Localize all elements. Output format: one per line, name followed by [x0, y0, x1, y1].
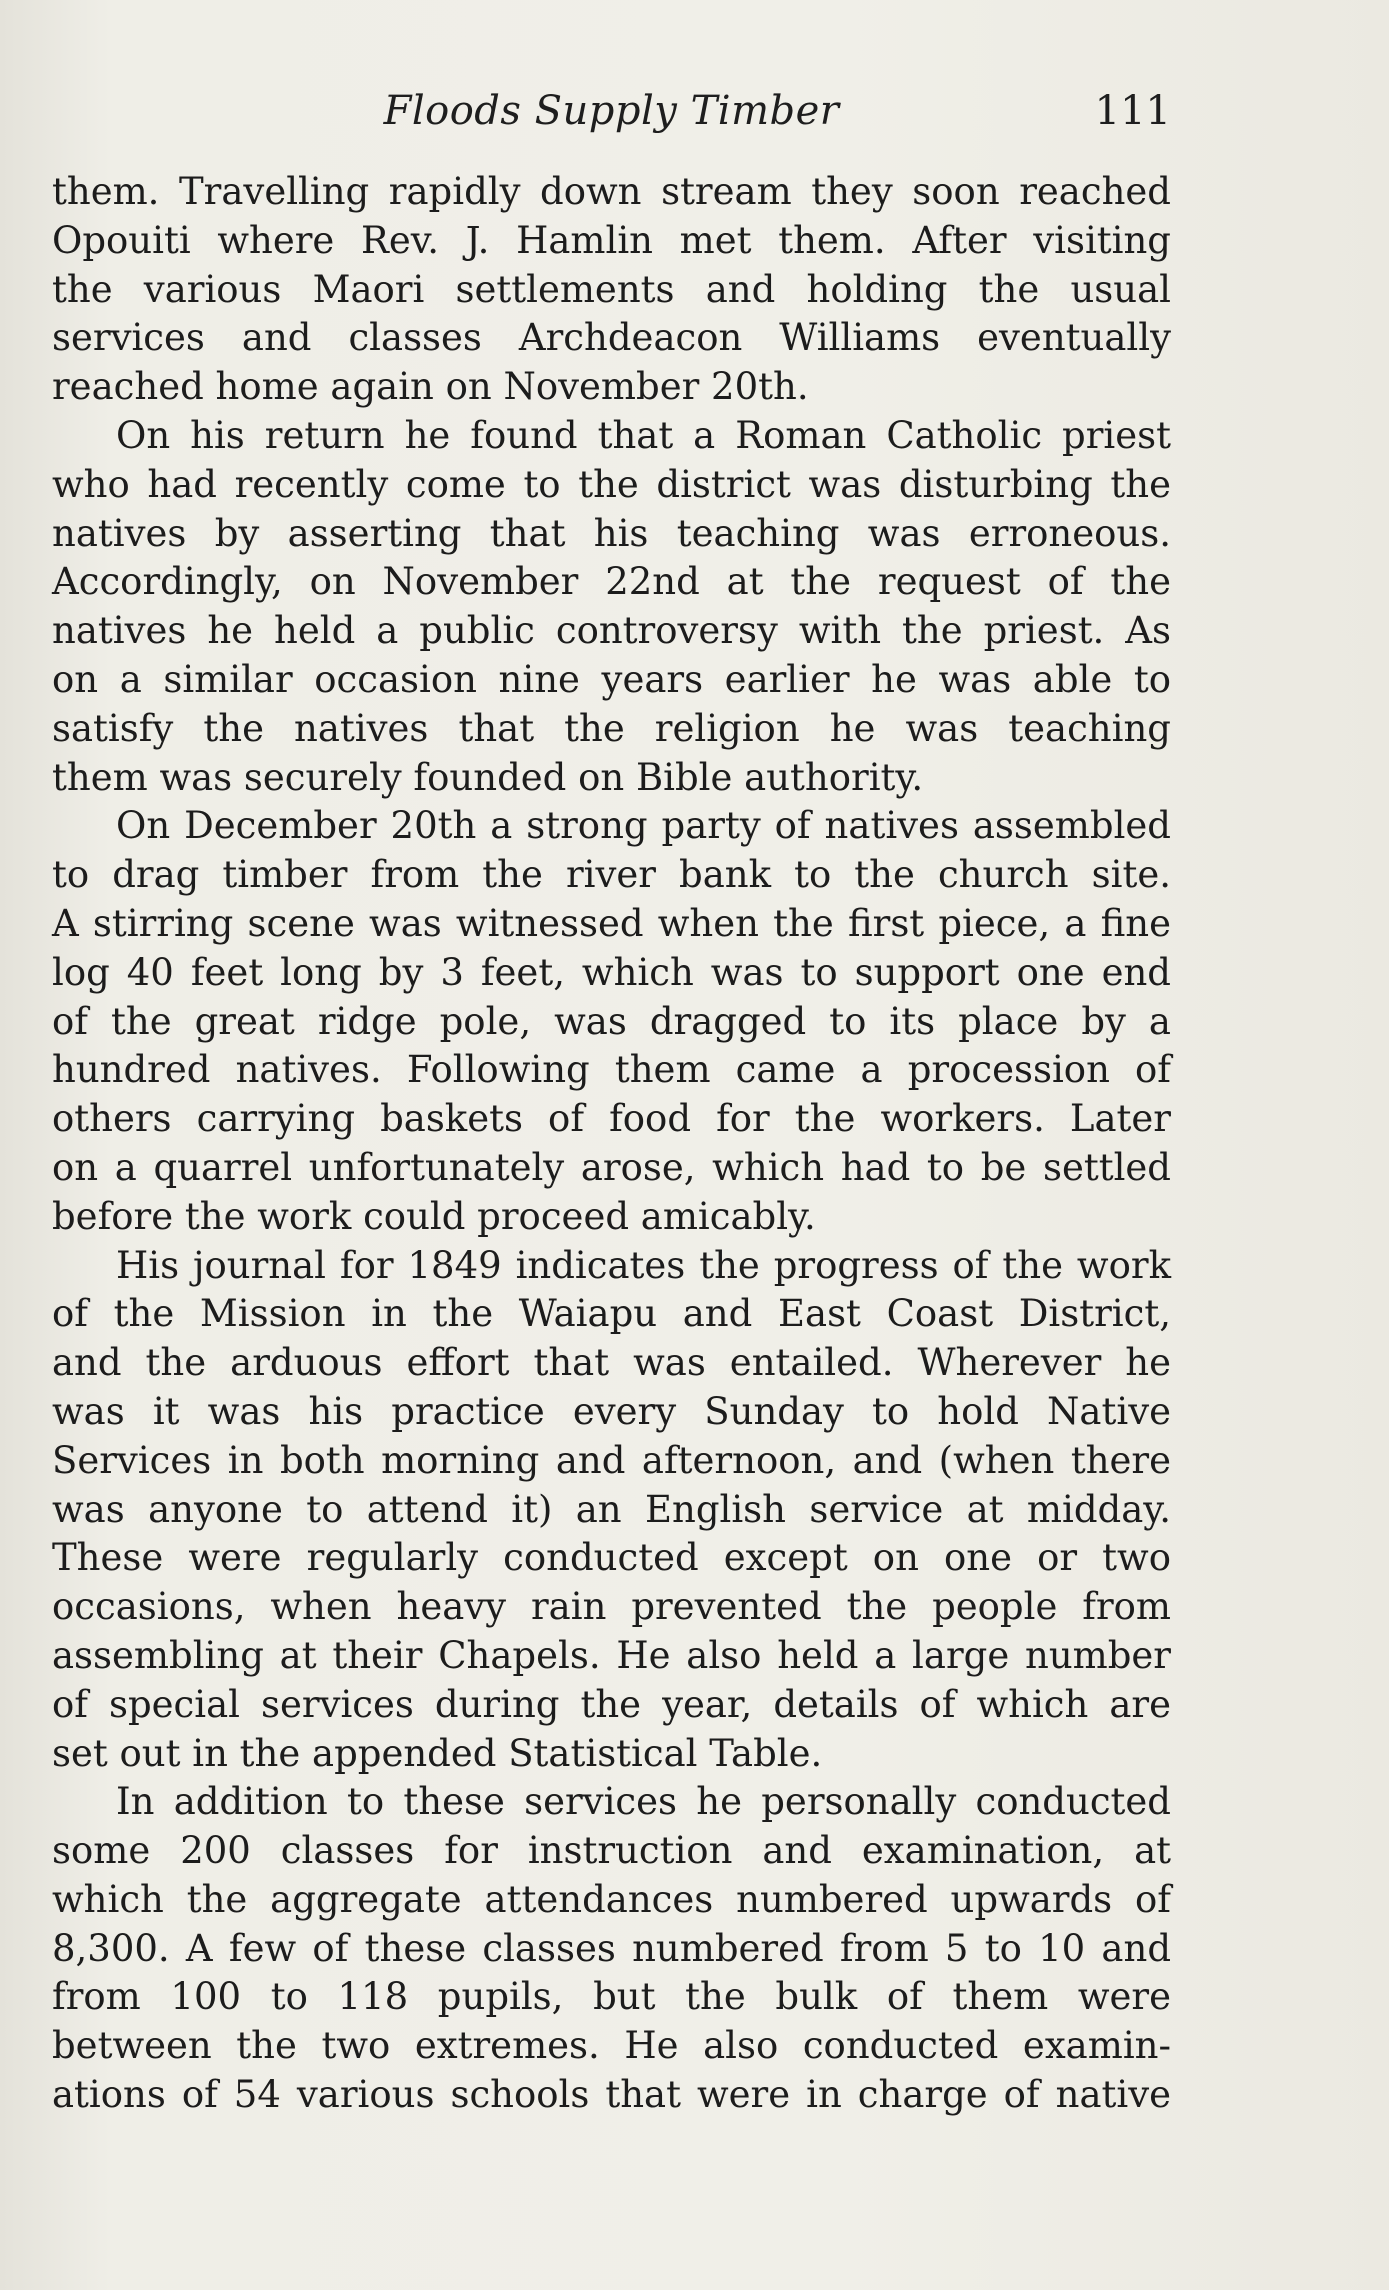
text-line: occasions, when heavy rain prevented the people from [52, 1585, 1171, 1629]
text-line: 8,300. A few of these classes numbered from 5 to 10 and [52, 1926, 1171, 1970]
paragraph [52, 168, 1171, 412]
text-line: assembling at their Chapels. He also held a large number [52, 1633, 1171, 1677]
text-line: On December 20th a strong party of natives assembled [116, 804, 1171, 848]
text-line: set out in the appended Statistical Table. [52, 1731, 823, 1775]
text-line: some 200 classes for instruction and examination, at [52, 1829, 1171, 1873]
running-title: Floods Supply Timber [383, 88, 840, 134]
text-line: reached home again on November 20th. [52, 365, 809, 409]
text-line: them was securely founded on Bible authority. [52, 755, 924, 799]
text-line: natives he held a public controversy with the priest. As [52, 609, 1171, 653]
text-line: His journal for 1849 indicates the progress of the work [116, 1243, 1171, 1287]
paragraph [52, 1778, 1171, 2120]
page-header [52, 88, 1171, 148]
paragraph [52, 1242, 1171, 1779]
paragraph [52, 412, 1171, 802]
text-line: natives by asserting that his teaching was erroneous. [52, 511, 1171, 555]
text-line: the various Maori settlements and holding the usual [52, 267, 1171, 311]
text-line: on a similar occasion nine years earlier he was able to [52, 657, 1171, 701]
text-line: of the Mission in the Waiapu and East Coast District, [52, 1292, 1171, 1336]
text-line: to drag timber from the river bank to the church site. [52, 853, 1171, 897]
text-line: On his return he found that a Roman Catholic priest [116, 413, 1171, 457]
text-line: between the two extremes. He also conducted examin- [52, 2024, 1171, 2068]
text-line: Opouiti where Rev. J. Hamlin met them. After visiting [52, 218, 1171, 262]
text-line: A stirring scene was witnessed when the first piece, a fine [52, 901, 1171, 945]
text-line: on a quarrel unfortunately arose, which had to be settled [52, 1145, 1171, 1189]
text-line: others carrying baskets of food for the workers. Later [52, 1097, 1171, 1141]
text-line: before the work could proceed amicably. [52, 1194, 816, 1238]
text-line: services and classes Archdeacon Williams eventually [52, 316, 1171, 360]
text-line: ations of 54 various schools that were in charge of native [52, 2073, 1171, 2117]
text-line: In addition to these services he personally conducted [116, 1780, 1171, 1824]
text-line: of the great ridge pole, was dragged to its place by a [52, 999, 1171, 1043]
text-line: Accordingly, on November 22nd at the request of the [52, 560, 1171, 604]
text-line: was anyone to attend it) an English service at midday. [52, 1487, 1171, 1531]
text-line: from 100 to 118 pupils, but the bulk of them were [52, 1975, 1171, 2019]
text-line: satisfy the natives that the religion he was teaching [52, 706, 1171, 750]
text-line: Services in both morning and afternoon, and (when there [52, 1438, 1171, 1482]
text-line: These were regularly conducted except on one or two [52, 1536, 1171, 1580]
text-line: who had recently come to the district was disturbing the [52, 462, 1171, 506]
body-text [52, 168, 1171, 2120]
text-line: which the aggregate attendances numbered upwards of [52, 1877, 1171, 1921]
text-line: them. Travelling rapidly down stream they soon reached [52, 170, 1171, 213]
text-line: and the arduous effort that was entailed. Wherever he [52, 1341, 1171, 1385]
paragraph [52, 802, 1171, 1241]
text-line: hundred natives. Following them came a procession of [52, 1048, 1171, 1092]
text-line: log 40 feet long by 3 feet, which was to support one end [52, 950, 1171, 994]
text-line: of special services during the year, details of which are [52, 1682, 1171, 1726]
page-number: 111 [1094, 88, 1171, 134]
text-line: was it was his practice every Sunday to hold Native [52, 1389, 1171, 1433]
